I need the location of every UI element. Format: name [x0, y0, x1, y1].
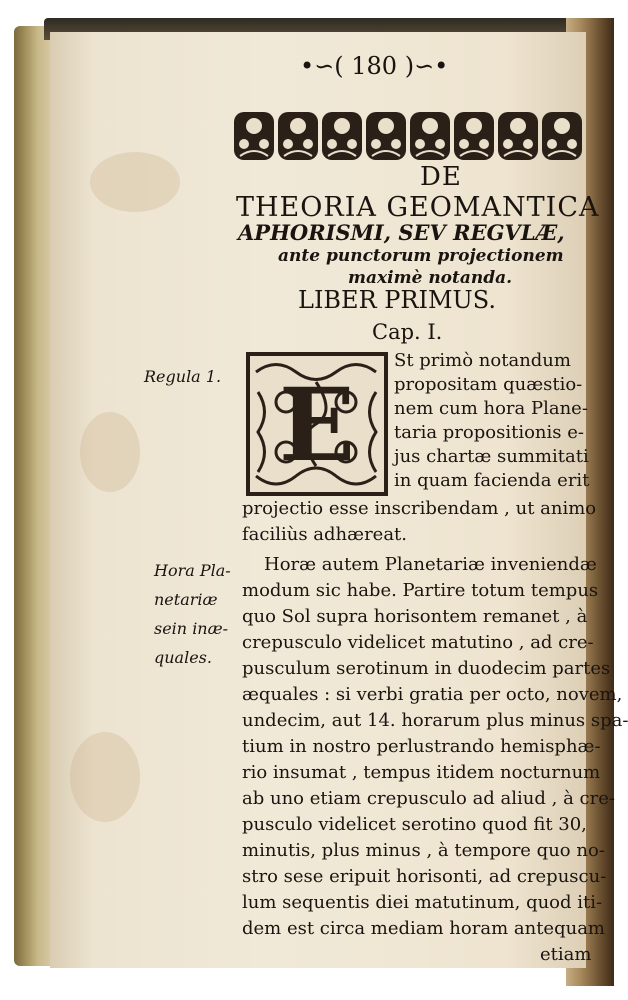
margin-note-line: quales. [154, 648, 212, 667]
title-line-theoria: THEORIA GEOMANTICA [236, 192, 600, 223]
text-line: nem cum hora Plane- [394, 398, 588, 419]
text-line: stro sese eripuit horisonti, ad crepuscu- [242, 866, 607, 887]
text-line: in quam facienda erit [394, 470, 590, 491]
title-line-aphorismi: APHORISMI, SEV REGVLÆ, [238, 220, 565, 245]
text-line: faciliùs adhæreat. [242, 524, 408, 545]
paper-stain [70, 732, 140, 822]
page-edges-left [14, 26, 54, 966]
paper-stain [80, 412, 140, 492]
text-line: undecim, aut 14. horarum plus minus spa- [242, 710, 628, 731]
paper-stain [90, 152, 180, 212]
text-line: pusculo videlicet serotino quod fit 30, [242, 814, 587, 835]
text-line: crepusculo videlicet matutino , ad cre- [242, 632, 594, 653]
text-line: etiam [540, 944, 592, 965]
ornamental-band [232, 106, 586, 164]
text-line: lum sequentis diei matutinum, quod iti- [242, 892, 603, 913]
page-number-text: ( 180 ) [334, 52, 415, 80]
ornament-tile [234, 112, 274, 160]
ornament-right-icon: ∽• [414, 52, 449, 80]
ornament-left-icon: •∽ [300, 52, 335, 80]
text-line: modum sic habe. Partire totum tempus [242, 580, 599, 601]
text-line: propositam quæstio- [394, 374, 583, 395]
page-number [300, 52, 448, 80]
decorated-initial [246, 352, 388, 496]
text-line: projectio esse inscribendam , ut animo [242, 498, 597, 519]
drop-cap-letter: E [278, 366, 356, 484]
text-line: pusculum serotinum in duodecim partes [242, 658, 611, 679]
text-line: dem est circa mediam horam antequam [242, 918, 605, 939]
margin-note-line: netariæ [154, 590, 218, 609]
title-line-ante: ante punctorum projectionem [278, 246, 564, 266]
text-line: tium in nostro perlustrando hemisphæ- [242, 736, 601, 757]
chapter-heading: Cap. I. [372, 320, 443, 344]
title-line-de: DE [420, 162, 462, 192]
text-line: Horæ autem Planetariæ inveniendæ [264, 554, 597, 575]
text-line: taria propositionis e- [394, 422, 584, 443]
margin-note-line: sein inæ- [154, 619, 229, 638]
text-line: ab uno etiam crepusculo ad aliud , à cre- [242, 788, 615, 809]
text-line: St primò notandum [394, 350, 571, 371]
text-line: quo Sol supra horisontem remanet , à [242, 606, 588, 627]
margin-note-line: Hora Pla- [154, 561, 231, 580]
book-heading: LIBER PRIMUS. [298, 286, 496, 314]
text-line: jus chartæ summitati [394, 446, 589, 467]
title-line-maxime: maximè notanda. [348, 268, 513, 288]
text-line: minutis, plus minus , à tempore quo no- [242, 840, 605, 861]
margin-note-regula: Regula 1. [144, 367, 222, 386]
text-line: æquales : si verbi gratia per octo, novem, [242, 684, 623, 705]
margin-note-hora [154, 556, 234, 672]
text-line: rio insumat , tempus itidem nocturnum [242, 762, 601, 783]
